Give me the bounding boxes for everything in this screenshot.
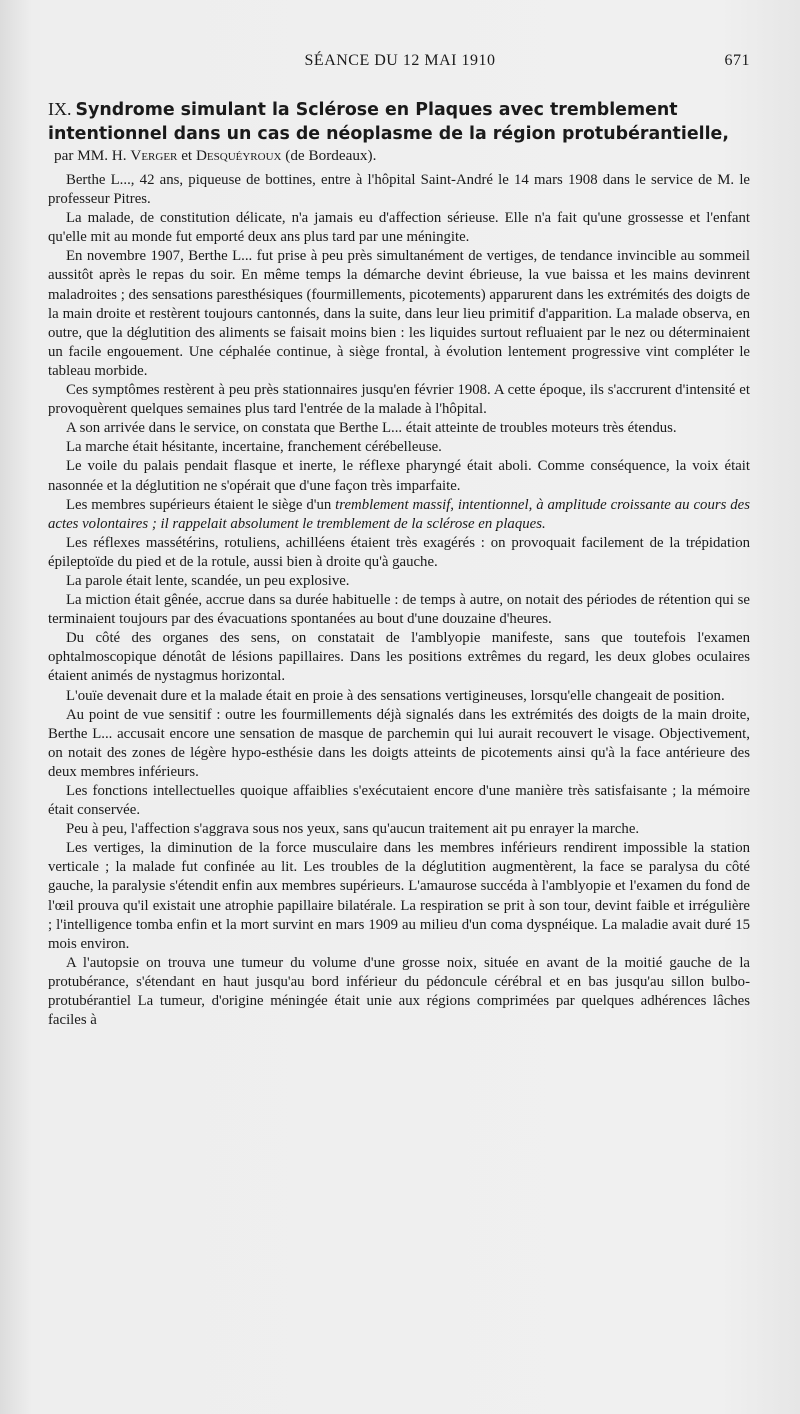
author-desqueyroux: Desquéyroux xyxy=(195,147,282,164)
article-body xyxy=(48,97,750,1030)
paragraph: Peu à peu, l'affection s'aggrava sous nos yeux, sans qu'aucun traitement ait pu enrayer la marche. xyxy=(66,821,640,838)
paragraph: Les fonctions intellectuelles quoique affaiblies s'exécutaient encore d'une manière très satisfaisante ; la mémoire était conservée. xyxy=(48,783,750,819)
paragraph: Au point de vue sensitif : outre les fourmillements déjà signalés dans les extrémités des doigts de la main droite, Berthe L... accusait encore une sensation de masque de parchemin qui lui aurait recouvert le visage. Objectivement, on notait des zones de légère hypo-esthésie dans les doigts atteints de picotements ainsi qu'à la face antérieure des deux membres inférieurs. xyxy=(48,706,750,780)
paragraph: Le voile du palais pendait flasque et inerte, le réflexe pharyngé était aboli. Comme conséquence, la voix était nasonnée et la déglutition ne s'opérait que d'une façon très imparfaite. xyxy=(48,458,750,494)
paragraph: Du côté des organes des sens, on constatait de l'amblyopie manifeste, sans que toutefois l'examen ophtalmoscopique dénotât de lésions papillaires. Dans les positions extrêmes du regard, les deux globes oculaires étaient animés de nystagmus horizontal. xyxy=(48,630,750,685)
paragraph: La parole était lente, scandée, un peu explosive. xyxy=(66,572,350,589)
article-authors xyxy=(54,146,750,165)
paragraph: A son arrivée dans le service, on constata que Berthe L... était atteinte de troubles moteurs très étendus. xyxy=(66,420,677,437)
paragraph: Les vertiges, la diminution de la force musculaire dans les membres inférieurs rendirent impossible la station verticale ; la malade fut confinée au lit. Les troubles de la déglutition augmentèrent, la face se paralysa du côté gauche, la paralysie s'étendit enfin aux membres supérieurs. L'amaurose succéda à l'amblyopie et l'examen du fond de l'œil prouva qu'il existait une atrophie papillaire bilatérale. La respiration se prit à son tour, devint faible et irrégulière ; l'intelligence tomba enfin et la mort survint en mars 1909 au milieu d'un coma dyspnéique. La maladie avait duré 15 mois environ. xyxy=(48,840,750,952)
running-title: SÉANCE DU 12 MAI 1910 xyxy=(304,52,496,69)
article-number: IX. xyxy=(48,99,72,119)
paragraph: La marche était hésitante, incertaine, franchement cérébelleuse. xyxy=(66,439,442,456)
authors-suffix: (de Bordeaux). xyxy=(285,147,377,164)
paragraph-tremor-text: Les membres supérieurs étaient le siège d'un xyxy=(66,496,336,513)
paragraph: A l'autopsie on trouva une tumeur du volume d'une grosse noix, située en avant de la moitié gauche de la protubérance, s'étendant en haut jusqu'au bord inférieur du pédoncule cérébral et en bas jusqu'au sillon bulbo-protubérantiel La tumeur, d'origine méningée était unie aux régions comprimées par quelques adhérences lâches faciles à xyxy=(48,954,750,1029)
article-title xyxy=(48,97,750,146)
paragraph: La miction était gênée, accrue dans sa durée habituelle : de temps à autre, on notait des périodes de rétention qui se terminaient toujours par des évacuations spontanées au bout d'une douzaine d'heures. xyxy=(48,592,750,628)
page-number: 671 xyxy=(724,52,750,69)
paragraph: En novembre 1907, Berthe L... fut prise à peu près simultanément de vertiges, de tendance invincible au sommeil aussitôt après le repas du soir. En même temps la démarche devint ébrieuse, la vue baissa et les mains devinrent maladroites ; des sensations paresthésiques (fourmillements, picotements) apparurent dans les extrémités des doigts de la main droite et restèrent toujours cantonnés, dans la suite, dans leur lieu primitif d'apparition. La malade observa, en outre, que la déglutition des aliments se faisait moins bien : les liquides surtout refluaient par le nez ou déterminaient un facile engouement. Une céphalée continue, à siège frontal, à évolution lentement progressive vint compléter le tableau morbide. xyxy=(48,248,750,379)
paragraph: L'ouïe devenait dure et la malade était en proie à des sensations vertigineuses, lorsqu'elle changeait de position. xyxy=(66,687,725,704)
author-verger: Verger xyxy=(130,147,178,164)
article-title-text: Syndrome simulant la Sclérose en Plaques avec tremblement intentionnel dans un cas de néoplasme de la région protubérantielle, xyxy=(48,100,729,144)
paragraph-tremor xyxy=(48,496,750,534)
authors-mid: et xyxy=(181,147,193,164)
paragraph: Berthe L..., 42 ans, piqueuse de bottines, entre à l'hôpital Saint-André le 14 mars 1908 dans le service de M. le professeur Pitres. xyxy=(48,172,750,208)
paragraph: Les réflexes massétérins, rotuliens, achilléens étaient très exagérés : on provoquait facilement de la trépidation épileptoïde du pied et de la rotule, aussi bien à droite qu'à gauche. xyxy=(48,534,750,570)
authors-prefix: par MM. H. xyxy=(54,147,127,164)
paragraph-tremor-italic: tremblement massif, intentionnel, à amplitude croissante au cours des actes volontaires ; il rappelait absolument le tremblement de la sclérose en plaques. xyxy=(48,496,750,532)
running-header xyxy=(0,52,800,76)
paragraph: Ces symptômes restèrent à peu près stationnaires jusqu'en février 1908. A cette époque, ils s'accrurent d'intensité et provoquèrent quelques semaines plus tard l'entrée de la malade à l'hôpital. xyxy=(48,382,750,418)
paragraph: La malade, de constitution délicate, n'a jamais eu d'affection sérieuse. Elle n'a fait qu'une grossesse et l'enfant qu'elle mit au monde fut emporté deux ans plus tard par une méningite. xyxy=(48,210,750,246)
